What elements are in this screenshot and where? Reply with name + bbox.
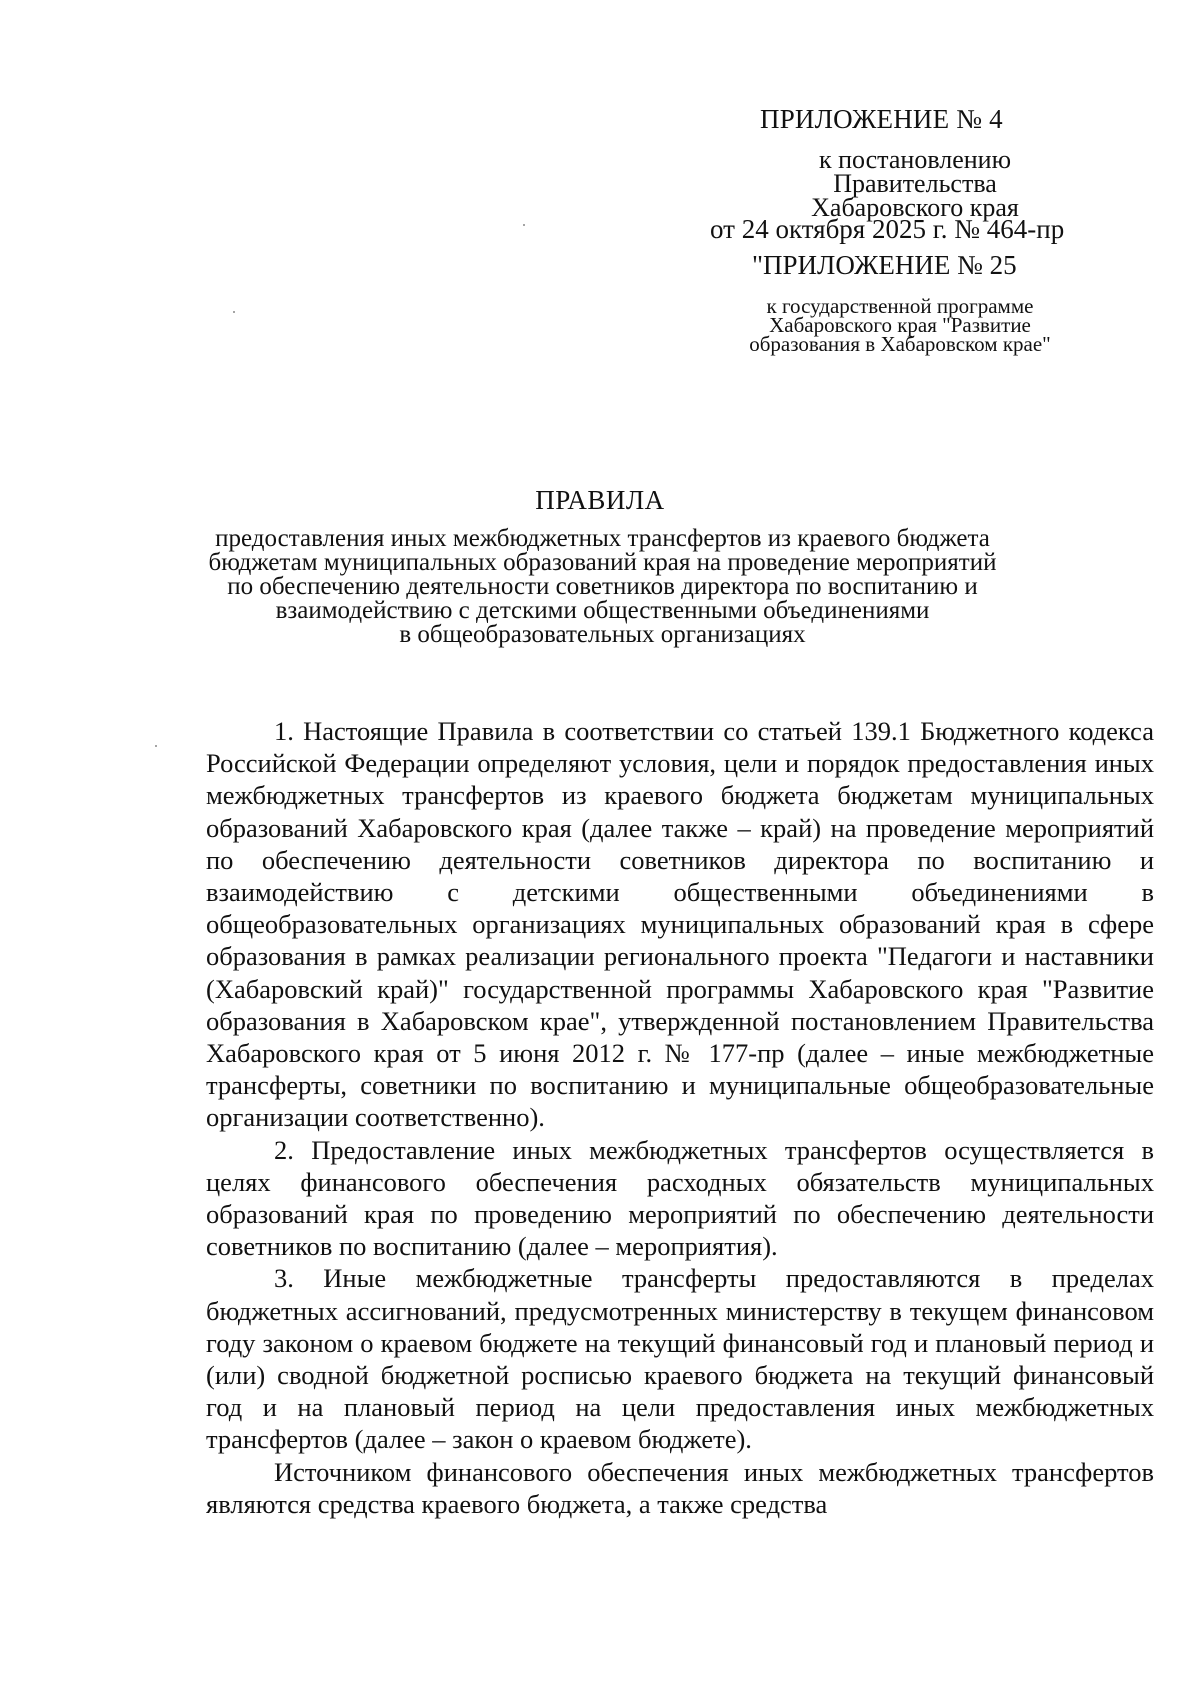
program-appendix-title: "ПРИЛОЖЕНИЕ № 25 [752,250,1017,280]
paragraph-4: Источником финансового обеспечения иных межбюджетных трансфертов являются средства краевого бюджета, а также средства [206,1456,1154,1519]
paragraph-2: 2. Предоставление иных межбюджетных трансфертов осуществляется в целях финансового обеспечения расходных обязательств муниципальных образований края по проведению мероприятий по обеспечению деятельности советников по воспитанию (далее – мероприятия). [206,1134,1154,1262]
paragraph-3: 3. Иные межбюджетные трансферты предоставляются в пределах бюджетных ассигнований, предусмотренных министерству в текущем финансовом году законом о краевом бюджете на текущий финансовый год и плановый период и (или) сводной бюджетной росписью краевого бюджета на текущий финансовый год и на плановый период на цели предоставления иных межбюджетных трансфертов (далее – закон о краевом бюджете). [206,1263,1154,1455]
program-line: образования в Хабаровском крае" [749,332,1051,356]
appendix-title: ПРИЛОЖЕНИЕ № 4 [760,104,1003,134]
resolution-date: от 24 октября 2025 г. № 464-пр [710,214,1065,244]
resolution-reference [760,145,1070,222]
subtitle-line: бюджетам муниципальных образований края на проведение мероприятий [208,549,997,576]
scan-speck [523,224,525,226]
subtitle-line: в общеобразовательных организациях [399,621,806,648]
subtitle-line: предоставления иных межбюджетных трансфертов из краевого бюджета [215,525,990,552]
subtitle-line: по обеспечению деятельности советников директора по воспитанию и [227,573,978,600]
scan-speck [155,745,157,747]
program-line: к государственной программе [766,294,1034,318]
resolution-line: к постановлению [818,145,1012,174]
subtitle-line: взаимодействию с детскими общественными объединениями [275,597,930,624]
program-reference [710,294,1090,356]
document-body [206,715,1154,1520]
resolution-line: Хабаровского края [811,193,1019,222]
scan-speck [233,311,235,313]
program-line: Хабаровского края "Развитие [769,313,1031,337]
resolution-line: Правительства [833,169,997,198]
paragraph-1: 1. Настоящие Правила в соответствии со статьей 139.1 Бюджетного кодекса Российской Федерации определяют условия, цели и порядок предоставления иных межбюджетных трансфертов из краевого бюджета бюджетам муниципальных образований Хабаровского края (далее также – край) на проведение мероприятий по обеспечению деятельности советников директора по воспитанию и взаимодействию с детскими общественными объединениями в общеобразовательных организациях муниципальных образований края в сфере образования в рамках реализации регионального проекта "Педагоги и наставники (Хабаровский край)" государственной программы Хабаровского края "Развитие образования в Хабаровском крае", утвержденной постановлением Правительства Хабаровского края от 5 июня 2012 г. № 177-пр (далее – иные межбюджетные трансферты, советники по воспитанию и муниципальные общеобразовательные организации соответственно). [206,716,1154,1133]
document-subtitle [200,527,1005,647]
document-title: ПРАВИЛА [535,485,665,515]
